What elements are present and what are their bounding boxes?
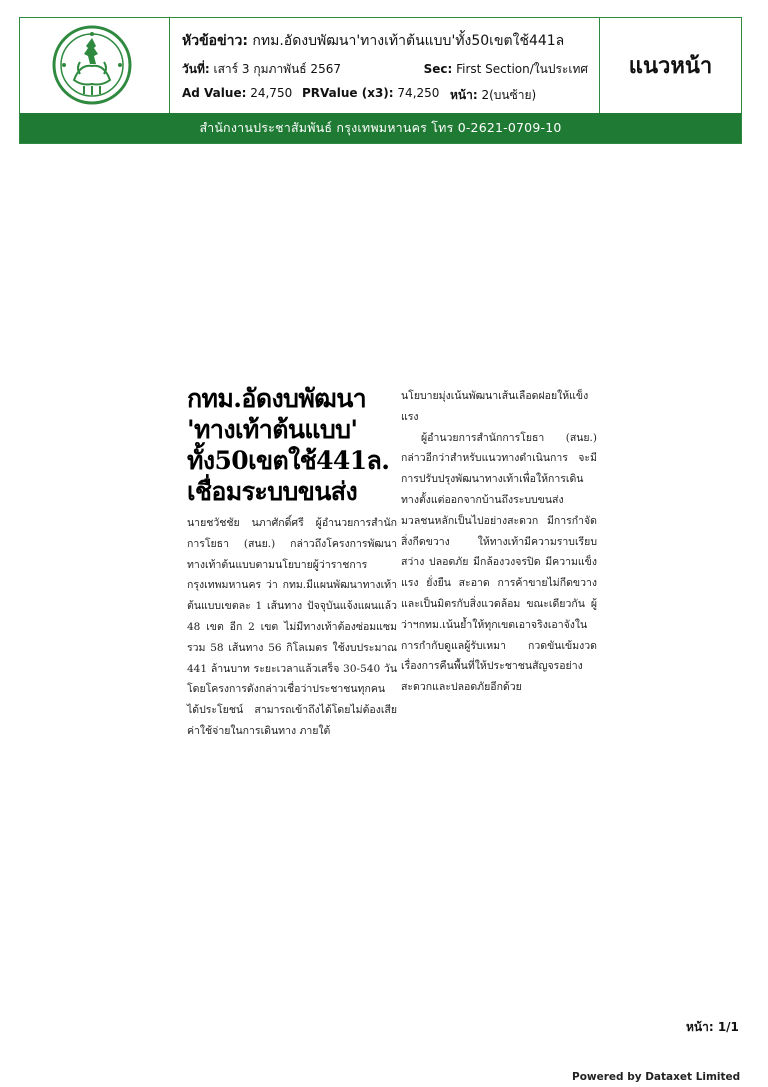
contact-band: สำนักงานประชาสัมพันธ์ กรุงเทพมหานคร โทร 0-2621-0709-10 [20, 113, 741, 143]
ad-value-label: Ad Value: [182, 86, 247, 100]
date-label: วันที่: [182, 62, 210, 76]
article-paragraph: นโยบายมุ่งเน้นพัฒนาเส้นเลือดฝอยให้แข็งแรง [401, 390, 589, 423]
page-value: 2(บนซ้าย) [481, 88, 537, 102]
bangkok-seal-icon [50, 24, 134, 106]
section-value: First Section/ในประเทศ [456, 62, 588, 76]
article-column-1 [187, 383, 397, 742]
publication-name: แนวหน้า [628, 54, 713, 79]
pr-value: 74,250 [397, 86, 440, 100]
page-field [450, 86, 536, 105]
powered-by: Powered by Dataxet Limited [572, 1071, 741, 1083]
headline-row [182, 30, 564, 52]
article-body-col1: นายชวัชชัย นภาศักดิ์ศรี ผู้อำนวยการสำนักการโยธา (สนย.) กล่าวถึงโครงการพัฒนาทางเท้าต้นแบบตามนโยบายผู้ว่าราชการกรุงเทพมหานคร ว่า กทม.มีแผนพัฒนาทางเท้าต้นแบบเขตละ 1 เส้นทาง ปัจจุบันแจ้งแผนแล้ว 48 เขต อีก 2 เขต ไม่มีทางเท้าต้องซ่อมแซม รวม 58 เส้นทาง 56 กิโลเมตร ใช้งบประมาณ 441 ล้านบาท ระยะเวลาแล้วเสร็จ 30-540 วัน โดยโครงการดังกล่าวเชื่อว่าประชาชนทุกคนได้ประโยชน์ สามารถเข้าถึงได้โดยไม่ต้องเสียค่าใช้จ่ายในการเดินทาง ภายใต้ [187, 517, 397, 737]
page-label: หน้า: [450, 88, 478, 102]
pr-value-label: PRValue (x3): [302, 86, 394, 100]
ad-value: 24,750 [250, 86, 293, 100]
headline-line: 'ทางเท้าต้นแบบ' [187, 415, 358, 444]
logo-panel [20, 18, 170, 113]
headline-label: หัวข้อข่าว: [182, 33, 248, 49]
article-column-2 [401, 386, 597, 698]
date-row [182, 60, 588, 79]
headline-line: กทม.อัดงบพัฒนา [187, 384, 367, 413]
value-row [182, 86, 588, 100]
section-field [424, 60, 588, 79]
clipping-header [19, 17, 742, 144]
headline-line: เชื่อมระบบขนส่ง [187, 477, 358, 506]
headline-value: กทม.อัดงบพัฒนา'ทางเท้าต้นแบบ'ทั้ง50เขตใช้441ล [252, 33, 565, 49]
article-headline [187, 383, 397, 507]
ad-value-field [182, 86, 292, 100]
pr-value-field [302, 86, 439, 100]
date-value: เสาร์ 3 กุมภาพันธ์ 2567 [213, 62, 341, 76]
metadata-panel [170, 18, 600, 113]
headline-line: ทั้ง50เขตใช้441ล. [187, 446, 390, 475]
article-paragraph: ผู้อำนวยการสำนักการโยธา (สนย.) กล่าวอีกว่าสำหรับแนวทางดำเนินการ จะมีการปรับปรุงพัฒนาทางเท้าเพื่อให้การเดินทางตั้งแต่ออกจากบ้านถึงระบบขนส่งมวลชนหลักเป็นไปอย่างสะดวก มีการกำจัดสิ่งกีดขวาง ให้ทางเท้ามีความราบเรียบ สว่าง ปลอดภัย มีกล้องวงจรปิด มีความแข็งแรง ยั่งยืน สะอาด การค้าขายไม่กีดขวาง และเป็นมิตรกับสิ่งแวดล้อม ขณะเดียวกัน ผู้ว่าฯกทม.เน้นย้ำให้ทุกเขตเอาจริงเอาจังในการกำกับดูแลผู้รับเหมา กวดขันเข้มงวดเรื่องการคืนพื้นที่ให้ประชาชนสัญจรอย่างสะดวกและปลอดภัยอีกด้วย [401, 431, 597, 694]
section-label: Sec: [423, 62, 453, 76]
page-indicator: หน้า: 1/1 [686, 1020, 739, 1034]
